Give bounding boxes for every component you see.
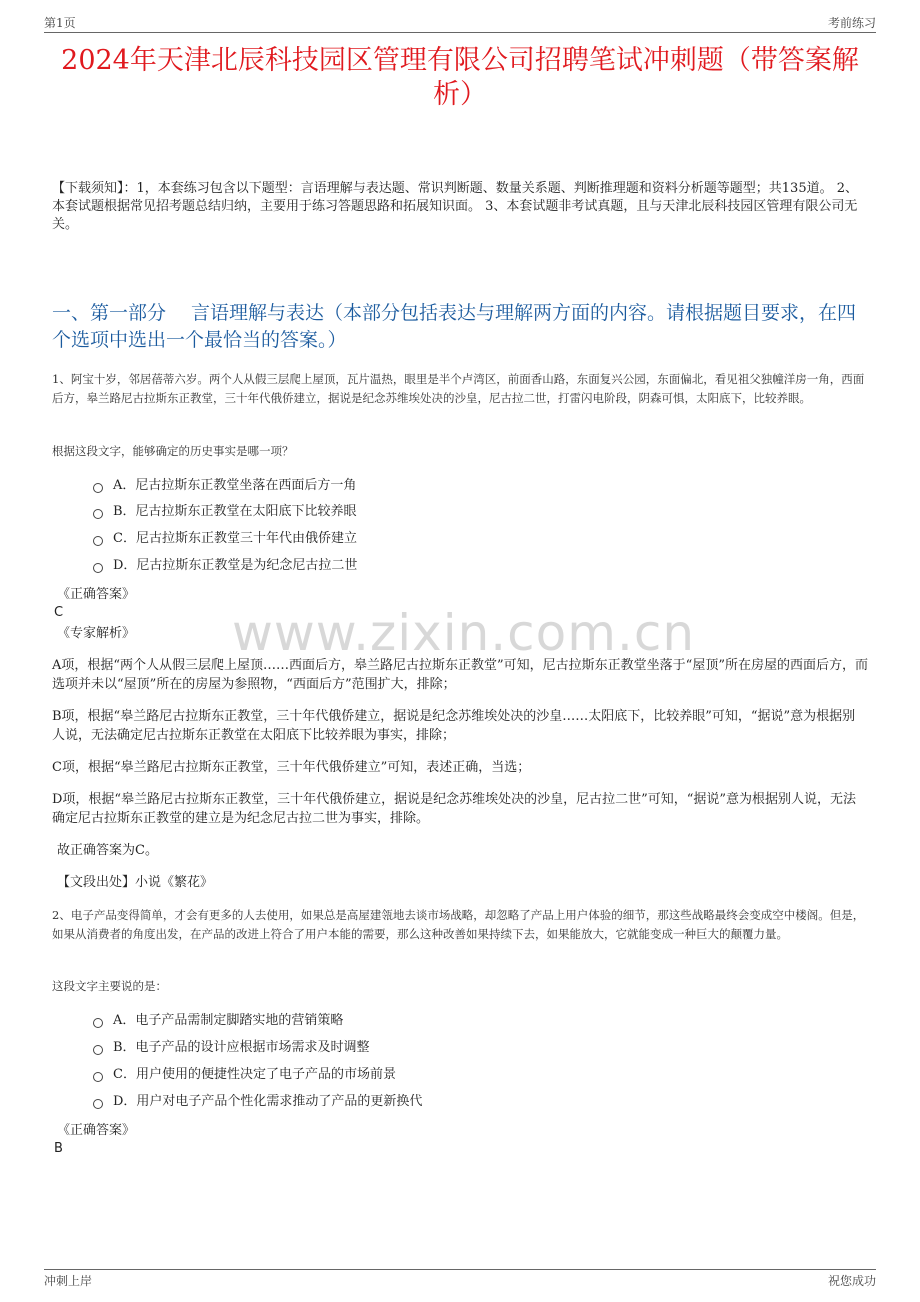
question-2-option-d[interactable]: D．用户对电子产品个性化需求推动了产品的更新换代 [93, 1093, 422, 1111]
question-1-option-b[interactable]: B．尼古拉斯东正教堂在太阳底下比较养眼 [93, 503, 357, 521]
question-1-option-d[interactable]: D．尼古拉斯东正教堂是为纪念尼古拉二世 [93, 557, 357, 575]
answer-label-2: 《正确答案》 [57, 1123, 136, 1138]
download-notice: 【下载须知】：1，本套练习包含以下题型：言语理解与表达题、常识判断题、数量关系题、判断推理题和资料分析题等题型；共135道。 2、本套试题根据常见招考题总结归纳，主要用于练习答题思路和拓展知识面。 3、本套试题非考试真题，且与天津北辰科技园区管理有限公司无关。 [52, 181, 858, 232]
header-tag: 考前练习 [827, 16, 876, 30]
answer-label: 《正确答案》 [57, 587, 136, 602]
question-1-ask: 根据这段文字，能够确定的历史事实是哪一项？ [52, 444, 294, 458]
section-title: 一、第一部分 言语理解与表达（本部分包括表达与理解两方面的内容。请根据题目要求，在四个选项中选出一个最恰当的答案。） [52, 302, 857, 351]
answer-value-2: B [54, 1141, 63, 1156]
analysis-c: C项，根据“皋兰路尼古拉斯东正教堂，三十年代俄侨建立”可知，表述正确，当选； [52, 760, 531, 775]
radio-icon[interactable] [93, 536, 103, 546]
radio-icon[interactable] [93, 1045, 103, 1055]
analysis-a: A项，根据“两个人从假三层爬上屋顶……西面后方，皋兰路尼古拉斯东正教堂”可知，尼古拉斯东正教堂坐落于“屋顶”所在房屋的西面后方，而选项并未以“屋顶”所在的房屋为参照物，“西面后方”范围扩大，排除； [52, 658, 868, 692]
question-2-option-a[interactable]: A．电子产品需制定脚踏实地的营销策略 [93, 1012, 343, 1030]
footer-right: 祝您成功 [827, 1274, 876, 1288]
question-2-option-c[interactable]: C．用户使用的便捷性决定了电子产品的市场前景 [93, 1066, 396, 1084]
page-number: 第1页 [44, 16, 76, 30]
radio-icon[interactable] [93, 1072, 103, 1082]
footer-rule [44, 1269, 876, 1270]
document-title: 2024年天津北辰科技园区管理有限公司招聘笔试冲刺题（带答案解析） [61, 45, 859, 110]
radio-icon[interactable] [93, 483, 103, 493]
radio-icon[interactable] [93, 563, 103, 573]
question-1-text: 1、阿宝十岁，邻居蓓蒂六岁。两个人从假三层爬上屋顶，瓦片温热，眼里是半个卢湾区，前面香山路，东面复兴公园，东面偏北，看见祖父独幢洋房一角，西面后方，皋兰路尼古拉斯东正教堂，三十年代俄侨建立，据说是纪念苏维埃处决的沙皇，尼古拉二世，打雷闪电阶段，阴森可惧，太阳底下，比较养眼。 [52, 372, 865, 405]
analysis-label: 《专家解析》 [57, 626, 136, 641]
radio-icon[interactable] [93, 1018, 103, 1028]
question-2-option-b[interactable]: B．电子产品的设计应根据市场需求及时调整 [93, 1039, 370, 1057]
analysis-b: B项，根据“皋兰路尼古拉斯东正教堂，三十年代俄侨建立，据说是纪念苏维埃处决的沙皇……太阳底下，比较养眼”可知，“据说”意为根据别人说，无法确定尼古拉斯东正教堂在太阳底下比较养眼为事实，排除； [52, 709, 856, 743]
analysis-d: D项，根据“皋兰路尼古拉斯东正教堂，三十年代俄侨建立，据说是纪念苏维埃处决的沙皇，尼古拉二世”可知，“据说”意为根据别人说，无法确定尼古拉斯东正教堂的建立是为纪念尼古拉二世为事实，排除。 [52, 792, 857, 826]
source-note: 【文段出处】小说《繁花》 [57, 875, 214, 890]
page-header [44, 14, 876, 32]
question-1-option-a[interactable]: A．尼古拉斯东正教堂坐落在西面后方一角 [93, 477, 356, 495]
radio-icon[interactable] [93, 509, 103, 519]
header-rule [44, 32, 876, 33]
footer-left: 冲刺上岸 [44, 1274, 93, 1288]
radio-icon[interactable] [93, 1099, 103, 1109]
answer-value: C [54, 605, 64, 620]
conclusion: 故正确答案为C。 [57, 843, 158, 858]
question-2-text: 2、电子产品变得简单，才会有更多的人去使用，如果总是高屋建瓴地去谈市场战略，却忽略了产品上用户体验的细节，那这些战略最终会变成空中楼阁。但是，如果从消费者的角度出发，在产品的改进上符合了用户本能的需要，那么这种改善如果持续下去，如果能放大，它就能变成一种巨大的颠覆力量。 [52, 908, 865, 941]
question-2-ask: 这段文字主要说的是： [52, 979, 167, 993]
question-1-option-c[interactable]: C．尼古拉斯东正教堂三十年代由俄侨建立 [93, 530, 357, 548]
watermark: www.zixin.com.cn [232, 604, 696, 662]
